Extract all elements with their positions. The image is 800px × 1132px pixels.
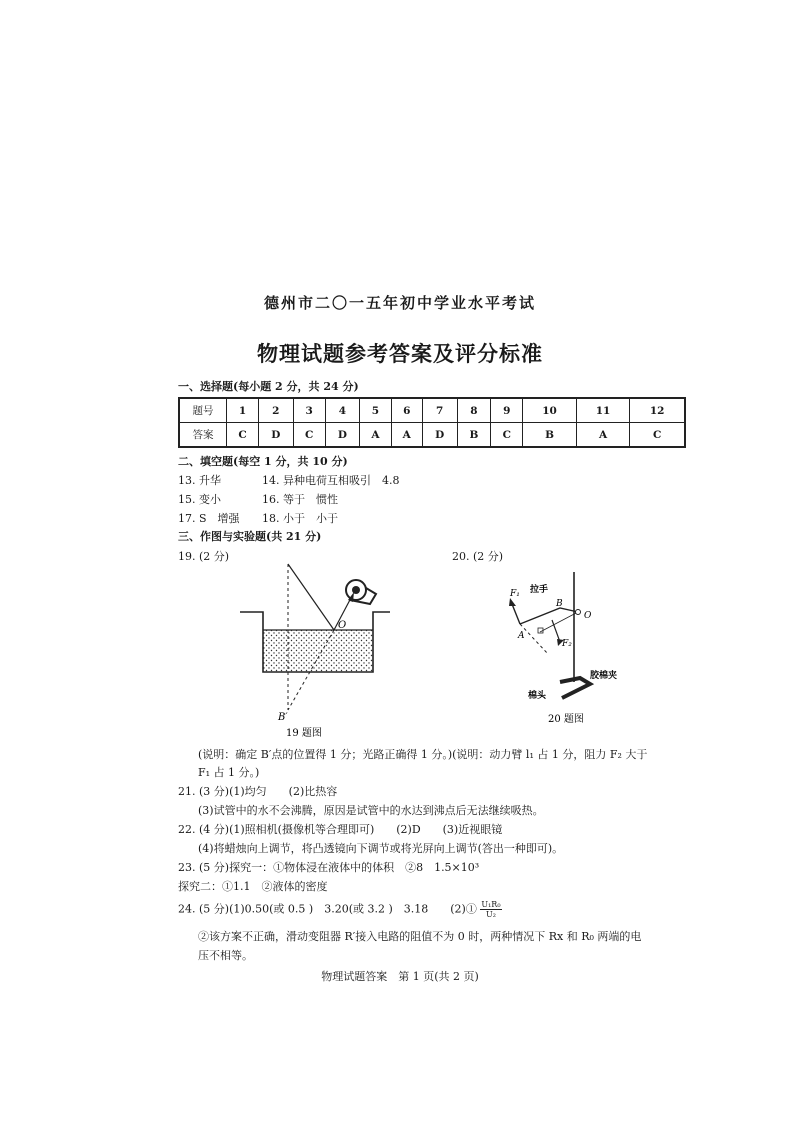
table-cell-answer: C (491, 423, 523, 448)
table-cell-number: 9 (491, 398, 523, 423)
section3-heading: 三、作图与实验题(共 21 分) (178, 530, 322, 543)
table-cell-answer: C (293, 423, 325, 448)
label-b: B (556, 599, 563, 609)
answer-q23-line2: 探究二：①1.1 ②液体的密度 (178, 880, 328, 893)
point-o-label: O (338, 620, 347, 631)
formula-fraction (480, 900, 501, 919)
table-cell-answer: D (325, 423, 360, 448)
answer-q23-line1: 23. (5 分)探究一：①物体浸在液体中的体积 ②8 1.5×10³ (178, 861, 480, 874)
section2-heading: 二、填空题(每空 1 分，共 10 分) (178, 455, 348, 468)
table-cell-answer: C (227, 423, 259, 448)
answer-table (178, 397, 686, 448)
table-cell-number: 8 (457, 398, 491, 423)
scoring-note-line1: (说明：确定 B′点的位置得 1 分；光路正确得 1 分。)(说明：动力臂 l₁ 占 1 分，阻力 F₂ 大于 (198, 748, 648, 761)
document-title: 物理试题参考答案及评分标准 (257, 341, 543, 366)
table-cell-answer: A (576, 423, 629, 448)
table-cell-number: 7 (422, 398, 457, 423)
table-cell-number: 12 (630, 398, 685, 423)
table-cell-number: 6 (391, 398, 422, 423)
incident-ray (288, 564, 334, 630)
table-row-numbers (179, 398, 685, 423)
answer-q14: 14. 异种电荷互相吸引 4.8 (262, 474, 400, 487)
q20-label: 20. (2 分) (452, 550, 504, 563)
table-cell-number: 4 (325, 398, 360, 423)
table-cell-answer: A (391, 423, 422, 448)
label-miantou: 棉头 (528, 691, 547, 701)
answer-q24-line3: 压不相等。 (198, 949, 253, 962)
answer-q24-line1 (178, 900, 502, 919)
label-f1: F₁ (510, 589, 520, 599)
table-row-label: 题号 (179, 398, 227, 423)
table-cell-answer: C (630, 423, 685, 448)
answer-q24-line2: ②该方案不正确，滑动变阻器 R′接入电路的阻值不为 0 时，两种情况下 Rx 和 R₀ 两端的电 (198, 930, 642, 943)
table-cell-number: 10 (523, 398, 576, 423)
table-cell-answer: B (523, 423, 576, 448)
answer-q22-line2: (4)将蜡烛向上调节，将凸透镜向下调节或将光屏向上调节(答出一种即可)。 (198, 842, 564, 855)
label-f2: F₂ (562, 639, 572, 649)
clamp-shape (560, 678, 590, 698)
lever-line (520, 608, 578, 624)
figure-20-caption: 20 题图 (548, 714, 584, 725)
section1-heading: 一、选择题(每小题 2 分，共 24 分) (178, 380, 359, 393)
table-cell-number: 3 (293, 398, 325, 423)
table-cell-answer: B (457, 423, 491, 448)
scoring-note-line2: F₁ 占 1 分。) (198, 766, 260, 779)
force-f1-arrow (512, 604, 520, 624)
table-cell-number: 11 (576, 398, 629, 423)
moon-icon (281, 556, 302, 585)
table-cell-answer: D (422, 423, 457, 448)
figure-19-caption: 19 题图 (286, 728, 322, 739)
table-row-label: 答案 (179, 423, 227, 448)
answer-q21-line1: 21. (3 分)(1)均匀 (2)比热容 (178, 785, 338, 798)
table-cell-answer: A (360, 423, 391, 448)
answer-q16: 16. 等于 惯性 (262, 493, 338, 506)
answer-q13: 13. 升华 (178, 474, 221, 487)
label-jiaomianjia: 胶棉夹 (590, 671, 618, 681)
answer-q17: 17. S 增强 (178, 512, 240, 525)
figure-19 (230, 544, 400, 740)
fraction-denominator: U₂ (485, 910, 496, 919)
q19-label: 19. (2 分) (178, 550, 230, 563)
table-row-answers (179, 423, 685, 448)
answer-q15: 15. 变小 (178, 493, 221, 506)
label-o: O (584, 611, 592, 621)
answer-q21-line2: (3)试管中的水不会沸腾，原因是试管中的水达到沸点后无法继续吸热。 (198, 804, 544, 817)
point-b-label: B′ (278, 712, 288, 723)
label-a: A (518, 631, 525, 641)
answer-q22-line1: 22. (4 分)(1)照相机(摄像机等合理即可) (2)D (3)近视眼镜 (178, 823, 503, 836)
water-region (263, 630, 373, 672)
answer-q18: 18. 小于 小于 (262, 512, 338, 525)
table-cell-number: 2 (259, 398, 294, 423)
page-footer: 物理试题答案 第 1 页(共 2 页) (321, 970, 479, 983)
table-cell-number: 5 (360, 398, 391, 423)
label-lashou: 拉手 (530, 585, 549, 595)
answer-q24-line1-text: 24. (5 分)(1)0.50(或 0.5 ) 3.20(或 3.2 ) 3.18 (2)① (178, 902, 477, 916)
figure-20 (500, 562, 640, 732)
table-cell-answer: D (259, 423, 294, 448)
exam-name: 德州市二〇一五年初中学业水平考试 (263, 294, 536, 312)
table-cell-number: 1 (227, 398, 259, 423)
fraction-numerator: U₁R₀ (481, 900, 501, 909)
